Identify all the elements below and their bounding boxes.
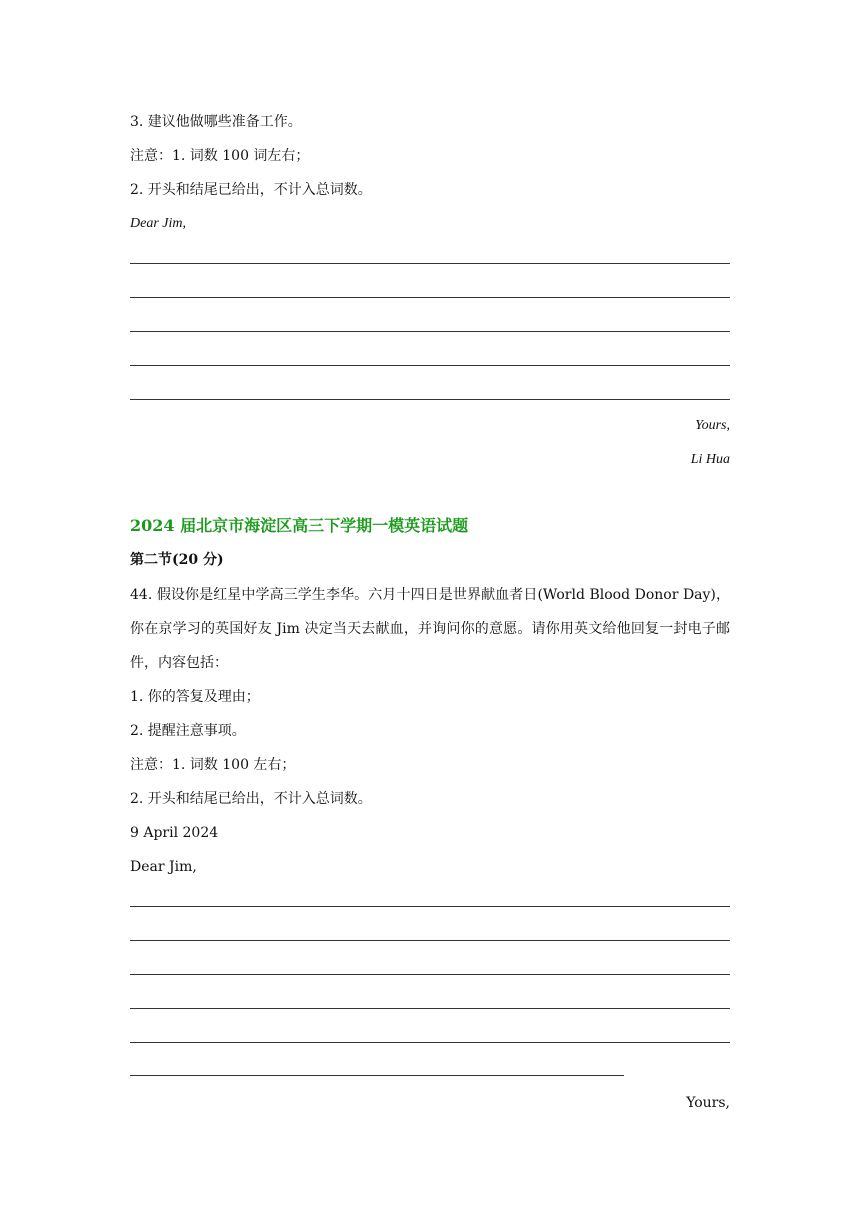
letter-salutation: Dear Jim,: [130, 859, 197, 875]
task-item-3: 3. 建议他做哪些准备工作。: [130, 114, 302, 130]
note-word-count: 注意：1. 词数 100 左右；: [130, 757, 296, 773]
answer-line[interactable]: [130, 331, 730, 332]
letter-date: 9 April 2024: [130, 825, 219, 841]
writing-prompt: 44. 假设你是红星中学高三学生李华。六月十四日是世界献血者日(World Blood Donor Day)，你在京学习的英国好友 Jim 决定当天去献血，并询问你的意愿。请你用英文给他回复一封电子邮件，内容包括：: [130, 587, 730, 671]
answer-line[interactable]: [130, 297, 730, 298]
note-opening-closing: 2. 开头和结尾已给出，不计入总词数。: [130, 791, 372, 807]
letter-closing: Yours,: [695, 418, 730, 433]
task-item-1: 1. 你的答复及理由；: [130, 689, 260, 705]
answer-line[interactable]: [130, 399, 730, 400]
answer-line[interactable]: [130, 1042, 730, 1043]
answer-line[interactable]: [130, 1008, 730, 1009]
note-opening-closing: 2. 开头和结尾已给出，不计入总词数。: [130, 182, 372, 198]
letter-signature: Li Hua: [690, 452, 730, 467]
exam-title: 2024 届北京市海淀区高三下学期一模英语试题: [130, 516, 469, 535]
answer-line[interactable]: [130, 263, 730, 264]
answer-line[interactable]: [130, 940, 730, 941]
answer-line[interactable]: [130, 365, 730, 366]
section-heading: 第二节(20 分): [130, 552, 224, 568]
letter-closing: Yours,: [686, 1095, 730, 1111]
task-item-2: 2. 提醒注意事项。: [130, 723, 246, 739]
answer-line[interactable]: [130, 1075, 624, 1076]
answer-line[interactable]: [130, 974, 730, 975]
letter-salutation: Dear Jim,: [130, 216, 186, 231]
answer-line[interactable]: [130, 906, 730, 907]
note-word-count: 注意：1. 词数 100 词左右；: [130, 148, 310, 164]
